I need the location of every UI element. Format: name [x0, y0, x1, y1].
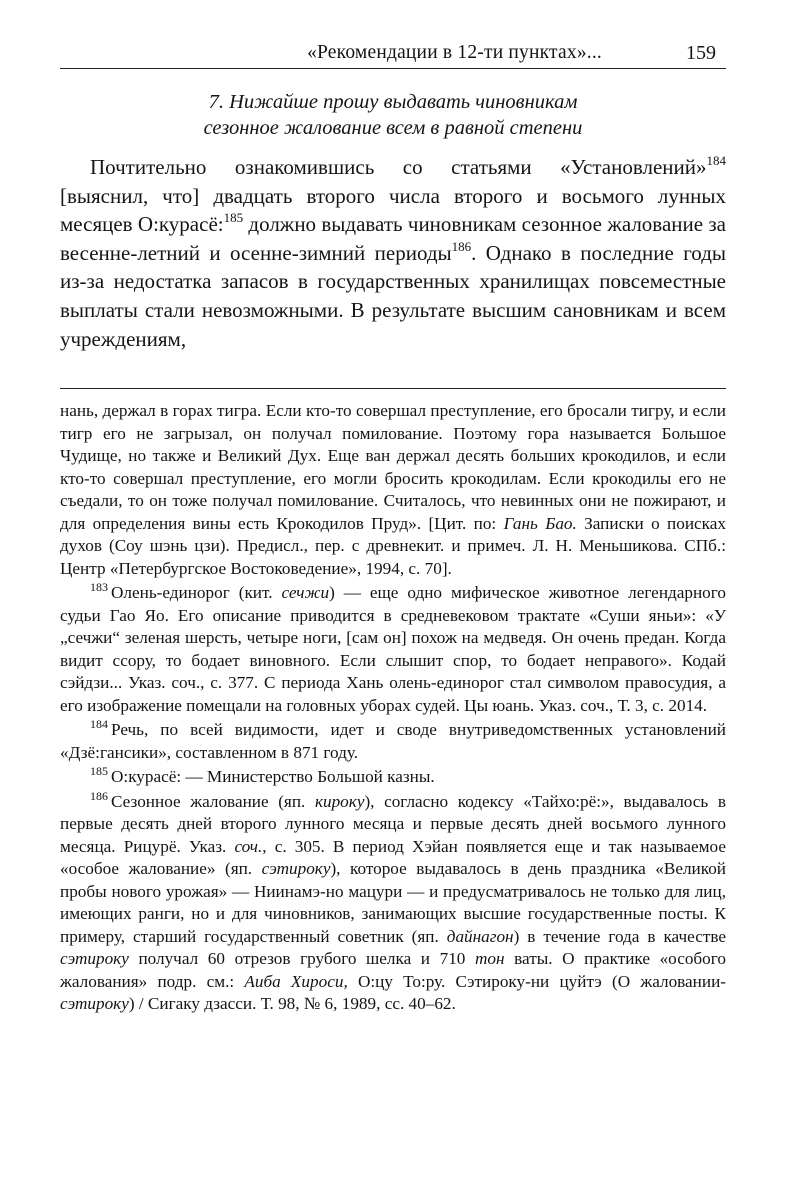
footnote-term: тон [474, 949, 505, 968]
main-text [60, 153, 726, 353]
footnote-text: ), которое выдавалось в день праздника «Великой пробы нового урожая» — Ниинамэ-но мацури — и предусматривалось не только для лиц, имеющих ранги, но и для чиновников, занимающих высшие государственные посты. К примеру, старший государственный советник (яп. [60, 859, 726, 946]
footnote-text: получал 60 отрезов грубого шелка и 710 [128, 949, 475, 968]
footnote-183 [60, 582, 726, 717]
footnote-text: нань, держал в горах тигра. Если кто-то совершал преступление, его бросали тигру, и если тигр его не загрызал, он получал помилование. Поэтому гора называется Большое Чудище, но также и Великий Дух. Еще ван держал десять больших крокодилов, и если кто-то совершал преступление, его могли бросить крокодилам. Если крокодилы его не съедали, то он тоже получал помилование. Считалось, что невинных они не пожирают, и для определения вины есть Крокодилов Пруд». [Цит. по: [60, 401, 726, 533]
footnote-author: Гань Бао. [503, 513, 577, 533]
footnote-number: 183 [90, 580, 108, 595]
footnote-term: соч. [234, 836, 263, 856]
footnote-185 [60, 766, 726, 789]
footnote-number: 186 [90, 788, 108, 803]
footnote-text: , с. 305. В период Хэйан появляется еще и так называемое «особое жалование» (яп. [60, 836, 726, 878]
footnote-author: Аиба Хироси, [244, 971, 348, 991]
footnote-text: Олень-единорог (кит. [111, 583, 282, 602]
footnote-text: Записки о поисках духов (Соу шэнь цзи). Предисл., пер. с древнекит. и примеч. Л. Н. Меньшикова. СПб.: Центр «Петербургское Востоковедение», 1994, с. 70]. [60, 513, 726, 578]
page-number: 159 [686, 42, 716, 64]
footnote-text: ) / Сигаку дзасси. Т. 98, № 6, 1989, сс. 40–62. [128, 994, 456, 1013]
footnote-ref-186: 186 [451, 238, 472, 254]
footnote-ref-185: 185 [223, 210, 244, 226]
footnote-term: сечжи [281, 583, 330, 602]
footnote-continuation [60, 400, 726, 580]
footnote-text: ваты. О практике «особого жалования» подр. см.: [60, 949, 726, 991]
main-text-segment: должно выдавать чиновникам сезонное жалование за весенне-летний и осенне-зимний периоды [60, 212, 726, 265]
main-text-segment: [выяснил, что] двадцать второго числа второго и восьмого лунных месяцев О:курасё: [60, 183, 726, 237]
main-paragraph [60, 153, 726, 353]
footnote-text: ), согласно кодексу «Тайхо:рё:», выдавалось в первые десять дней второго лунного месяца и первые десять дней восьмого лунного месяца. Рицурё. Указ. [60, 791, 726, 856]
footnote-separator [60, 388, 726, 389]
footnote-number: 184 [90, 717, 108, 732]
footnote-text: ) — еще одно мифическое животное легендарного судьи Гао Яо. Его описание приводится в средневековом трактате «Суши яньи»: «У „сечжи“ зеленая шерсть, четыре ноги, [сам он] похож на медведя. Он очень предан. Когда видит ссору, то бодает виновного. Если слышит спор, то бодает неправого». Кодай сэйдзи... Указ. соч., с. 377. С периода Хань олень-единорог стал символом правосудия, а его изображение помещали на головных уборах судей. Цы юань. Указ. соч., Т. 3, с. 2014. [60, 583, 726, 715]
main-text-segment: Почтительно ознакомившись со статьями «Установлений» [90, 155, 707, 179]
footnote-text: О:цу То:ру. Сэтироку-ни цуйтэ (О жаловании- [347, 971, 726, 991]
footnote-term: дайнагон [446, 926, 514, 946]
footnote-number: 185 [90, 764, 108, 779]
footnote-term: кироку [314, 791, 365, 811]
running-head [60, 40, 726, 69]
section-heading-line-1: 7. Нижайше прошу выдавать чиновникам [208, 91, 578, 113]
footnote-text: Сезонное жалование (яп. [111, 791, 315, 811]
footnote-186 [60, 788, 726, 1016]
running-head-title: «Рекомендации в 12-ти пунктах»... [307, 42, 602, 63]
section-heading [60, 89, 726, 141]
footnote-term: сэтироку [60, 949, 129, 968]
footnote-term: сэтироку [261, 859, 331, 878]
footnote-184 [60, 719, 726, 764]
footnote-text: О:курасё: — Министерство Большой казны. [111, 767, 435, 786]
footnote-term: сэтироку [60, 994, 129, 1013]
footnote-ref-184: 184 [706, 153, 726, 168]
footnote-text: ) в течение года в качестве [513, 926, 726, 946]
footnotes [60, 400, 726, 1018]
main-text-segment: . Однако в последние годы из-за недостатка запасов в государственных хранилищах повсеместные выплаты стали невозможными. В результате высшим сановникам и всем учреждениям, [60, 240, 726, 351]
footnote-text: Речь, по всей видимости, идет и своде внутриведомственных установлений «Дзё:гансики», составленном в 871 году. [60, 720, 726, 762]
section-heading-line-2: сезонное жалование всем в равной степени [203, 117, 583, 139]
